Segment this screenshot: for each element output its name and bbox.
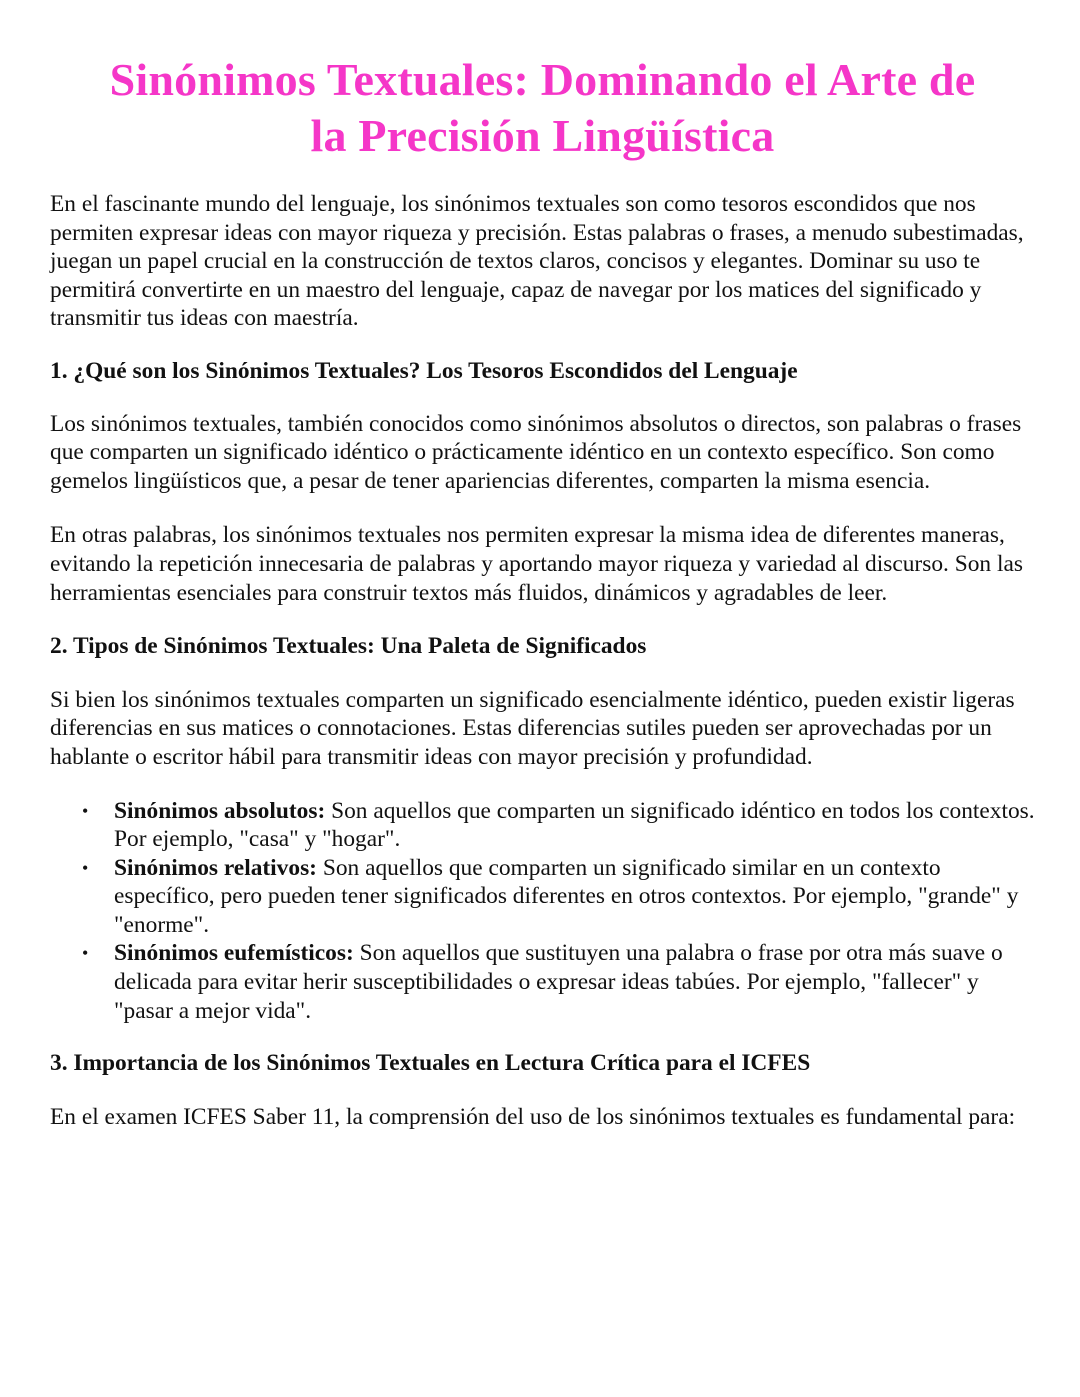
synonym-types-list (50, 797, 1035, 1026)
section-3-paragraph: En el examen ICFES Saber 11, la comprensión del uso de los sinónimos textuales es fundamental para: (50, 1103, 1016, 1130)
list-item-text: Son aquellos que comparten un significado similar en un contexto específico, pero pueden tener significados diferentes en otros contextos. Por ejemplo, "grande" y "enorme". (114, 854, 1019, 938)
title-line-2: la Precisión Lingüística (310, 110, 775, 161)
section-2-heading: 2. Tipos de Sinónimos Textuales: Una Paleta de Significados (50, 633, 647, 660)
list-item-term: Sinónimos eufemísticos: (114, 940, 354, 967)
bullet-icon: • (82, 943, 89, 964)
list-item-text: Son aquellos que comparten un significado idéntico en todos los contextos. Por ejemplo, "casa" y "hogar". (114, 797, 1035, 853)
section-2-paragraph: Si bien los sinónimos textuales comparten un significado esencialmente idéntico, pueden existir ligeras diferencias en sus matices o connotaciones. Estas diferencias sutiles pueden ser aprovechadas por un hablante o escritor hábil para transmitir ideas con mayor precisión y profundidad. (50, 686, 1015, 770)
list-item (82, 939, 1035, 1025)
list-item (82, 854, 1035, 940)
section-3-heading: 3. Importancia de los Sinónimos Textuales en Lectura Crítica para el ICFES (50, 1050, 811, 1077)
document-title (50, 52, 1035, 164)
bullet-icon: • (82, 800, 89, 821)
section-1-paragraph-2: En otras palabras, los sinónimos textuales nos permiten expresar la misma idea de diferentes maneras, evitando la repetición innecesaria de palabras y aportando mayor riqueza y variedad al discurso. Son las herramientas esenciales para construir textos más fluidos, dinámicos y agradables de leer. (50, 522, 1023, 606)
title-line-1: Sinónimos Textuales: Dominando el Arte de (109, 54, 976, 105)
section-1-paragraph-1: Los sinónimos textuales, también conocidos como sinónimos absolutos o directos, son palabras o frases que comparten un significado idéntico o prácticamente idéntico en un contexto específico. Son como gemelos lingüísticos que, a pesar de tener apariencias diferentes, comparten la misma esencia. (50, 410, 1022, 494)
intro-paragraph: En el fascinante mundo del lenguaje, los sinónimos textuales son como tesoros escondidos que nos permiten expresar ideas con mayor riqueza y precisión. Estas palabras o frases, a menudo subestimadas, juegan un papel crucial en la construcción de textos claros, concisos y elegantes. Dominar su uso te permitirá convertirte en un maestro del lenguaje, capaz de navegar por los matices del significado y transmitir tus ideas con maestría. (50, 191, 1024, 332)
list-item-text: Son aquellos que sustituyen una palabra o frase por otra más suave o delicada para evitar herir susceptibilidades o expresar ideas tabúes. Por ejemplo, "fallecer" y "pasar a mejor vida". (114, 940, 1003, 1024)
list-item-term: Sinónimos relativos: (114, 854, 317, 881)
bullet-icon: • (82, 857, 89, 878)
list-item-term: Sinónimos absolutos: (114, 797, 326, 824)
list-item (82, 797, 1035, 854)
document-page (50, 52, 1035, 1131)
section-1-heading: 1. ¿Qué son los Sinónimos Textuales? Los Tesoros Escondidos del Lenguaje (50, 357, 798, 384)
